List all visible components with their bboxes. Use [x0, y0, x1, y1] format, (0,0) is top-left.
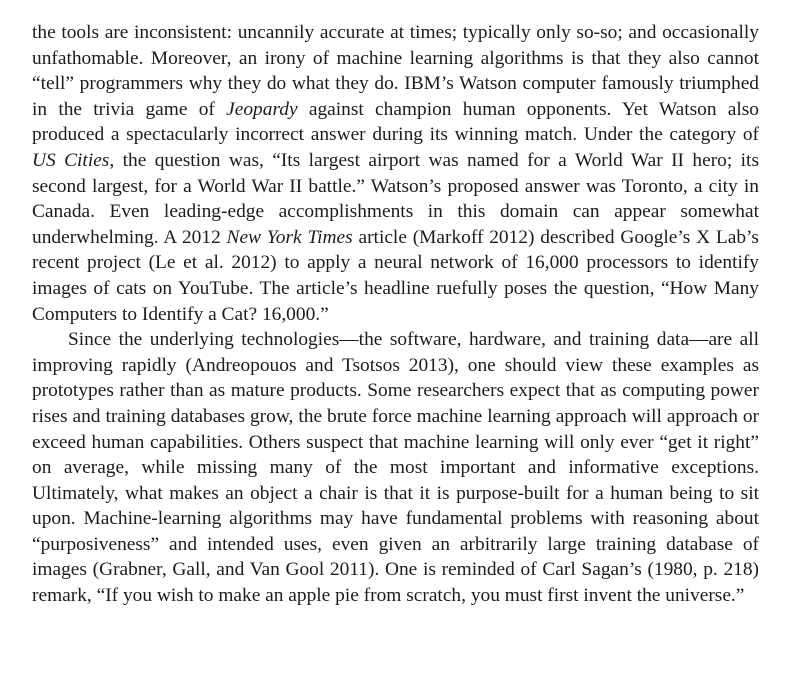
italic-category-us-cities: US Cities — [32, 149, 110, 171]
text-segment: , the question was, “Its largest airport was named for a World War II hero; its second largest, for a World War II battle.” Watson’s proposed answer was Toronto, a city in Canada. Even leading-edge accomplishments in this domain can appear somewhat underwhelming. A 2012 — [32, 149, 759, 248]
document-page — [32, 20, 759, 609]
text-segment: Since the underlying technologies—the software, hardware, and training data—are all improving rapidly (Andreopouos and Tsotsos 2013), one should view these examples as prototypes rather than as mature products. Some researchers expect that as computing power rises and training databases grow, the brute force machine learning approach will approach or exceed human capabilities. Others suspect that machine learning will only ever “get it right” on average, while missing many of the most important and informative exceptions. Ultimately, what makes an object a chair is that it is purpose-built for a human being to sit upon. Machine-learning algorithms may have fundamental problems with reasoning about “purposiveness” and intended uses, even given an arbitrarily large training database of images (Grabner, Gall, and Van Gool 2011). One is reminded of Carl Sagan’s (1980, p. 218) remark, “If you wish to make an apple pie from scratch, you must first invent the universe.” — [32, 329, 759, 607]
text-segment: against champion human opponents. Yet Watson also produced a spectacularly incorrect answer during its winning match. Under the category of — [32, 98, 760, 146]
italic-title-new-york-times: New York Times — [226, 226, 353, 248]
paragraph-2 — [32, 327, 759, 609]
italic-title-jeopardy: Jeopardy — [226, 98, 298, 120]
text-segment: the tools are inconsistent: uncannily accurate at times; typically only so-so; and occasionally unfathomable. Moreover, an irony of machine learning algorithms is that they also cannot “tell” programmers why they do what they do. IBM’s Watson computer famously triumphed in the trivia game of — [32, 22, 759, 120]
text-segment: article (Markoff 2012) described Google’s X Lab’s recent project (Le et al. 2012) to apply a neural network of 16,000 processors to identify images of cats on YouTube. The article’s headline ruefully poses the question, “How Many Computers to Identify a Cat? 16,000.” — [32, 226, 759, 325]
paragraph-1 — [32, 20, 759, 327]
